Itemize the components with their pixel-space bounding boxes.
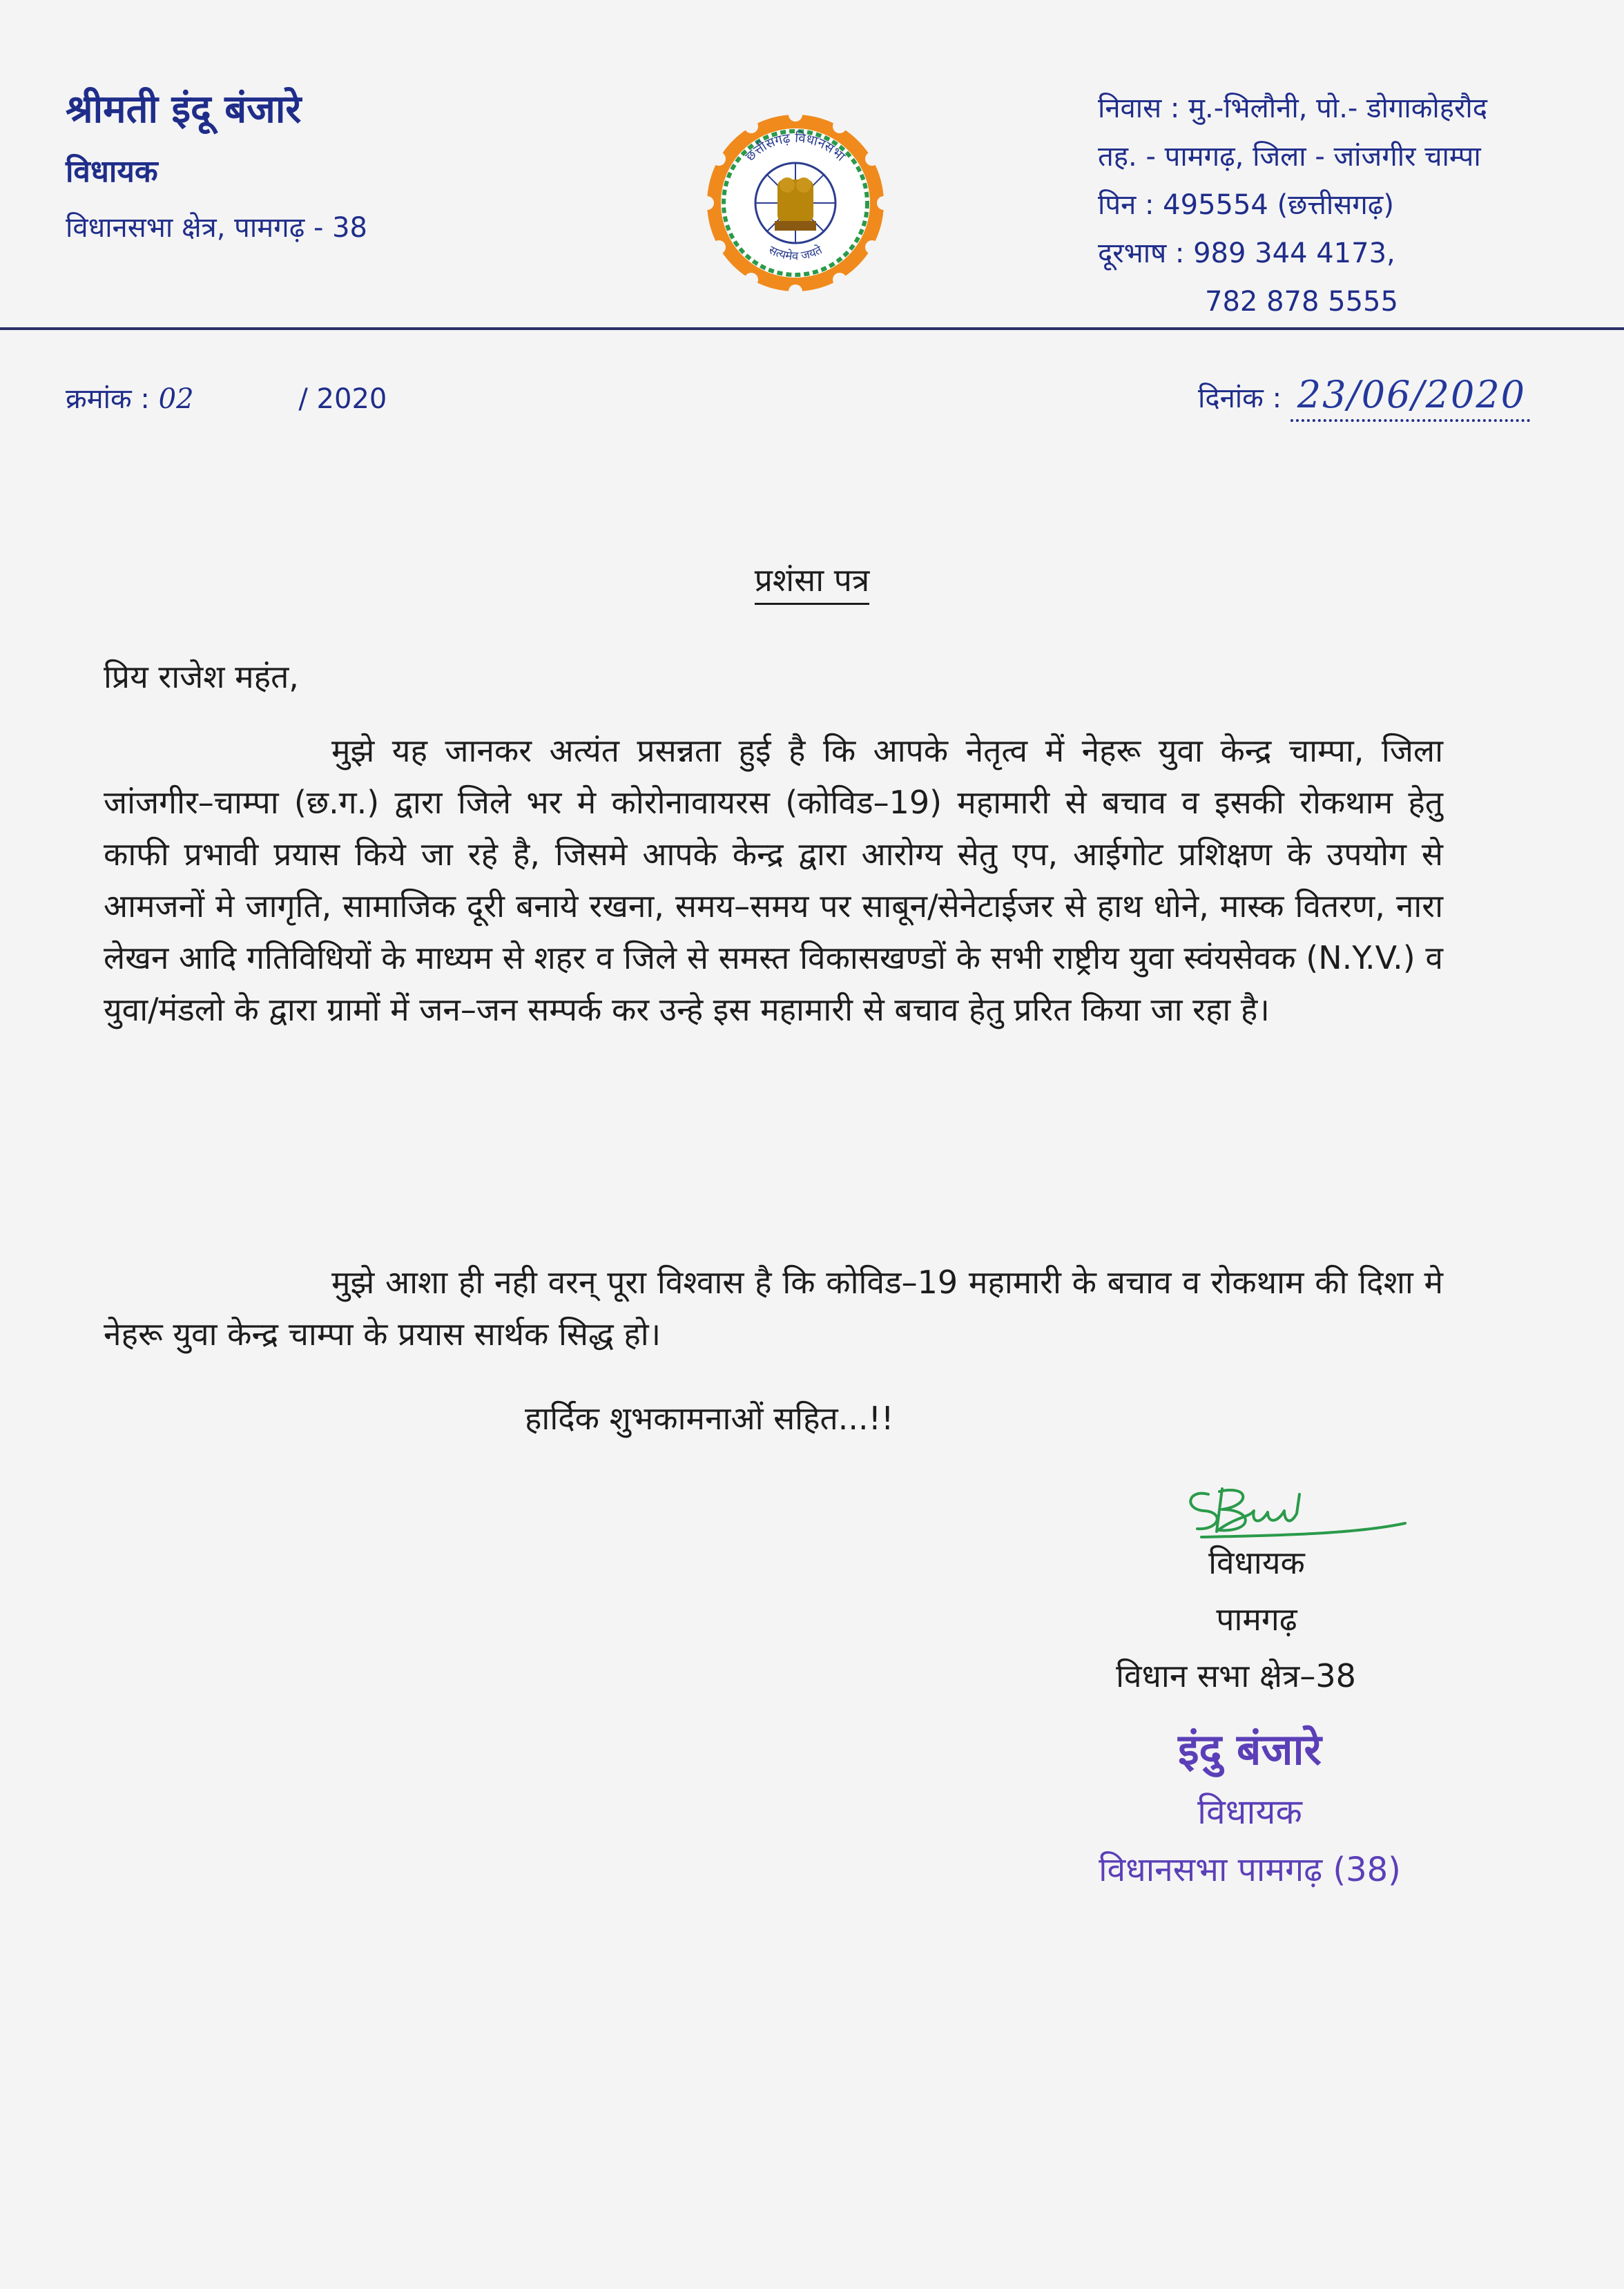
address-line: दूरभाष : 989 344 4173, [1098,238,1395,269]
official-stamp [1056,1719,1443,1891]
date-handwritten-value: 23/06/2020 [1290,373,1530,422]
address-line: निवास : मु.-भिलौनी, पो.- डोगाकोहरौद [1098,93,1487,124]
emblem-bottom-text: सत्यमेव जयते [766,243,825,264]
letterhead-left [66,81,367,245]
stamp-name: इंदु बंजारे [1178,1724,1322,1775]
sender-name: श्रीमती इंदू बंजारे [66,87,302,132]
phone-2: 782 878 5555 [1205,286,1398,318]
reference-number [66,378,387,416]
letter-heading [0,558,1624,601]
body-paragraph-1: मुझे यह जानकर अत्यंत प्रसन्नता हुई है कि आपके नेतृत्व में नेहरू युवा केन्द्र चाम्पा, जिला जांजगीर–चाम्पा (छ.ग.) द्वारा जिले भर मे कोरोनावायरस (कोविड–19) महामारी से बचाव व इसकी रोकथाम हेतु काफी प्रभावी प्रयास किये जा रहे है, जिसमे आपके केन्द्र द्वारा आरोग्य सेतु एप, आईगोट प्रशिक्षण के उपयोग से आमजनों मे जागृति, सामाजिक दूरी बनाये रखना, समय–समय पर साबून/सेनेटाईजर से हाथ धोने, मास्क वितरण, नारा लेखन आदि गतिविधियों के माध्यम से शहर व जिले से समस्त विकासखण्डों के सभी राष्ट्रीय युवा स्वंयसेवक (N.Y.V.) व युवा/मंडलो के द्वारा ग्रामों में जन–जन सम्पर्क कर उन्हे इस महामारी से बचाव हेतु प्ररित किया जा रहा है। [104,732,1443,1028]
stamp-constituency: विधानसभा पामगढ़ (38) [1099,1851,1401,1889]
emblem-top-text: छत्तीसगढ़ विधानसभा [742,130,849,164]
reference-label: क्रमांक : [66,383,150,415]
letterhead-divider [0,327,1624,330]
letterhead-address [1098,84,1595,326]
sender-constituency: विधानसभा क्षेत्र, पामगढ़ - 38 [66,212,367,244]
body-paragraph-2: मुझे आशा ही नही वरन् पूरा विश्वास है कि कोविड–19 महामारी के बचाव व रोकथाम की दिशा मे नेहरू युवा केन्द्र चाम्पा के प्रयास सार्थक सिद्ध हो। [104,1264,1443,1353]
reference-year: / 2020 [298,383,387,415]
assembly-emblem-icon [700,108,891,298]
stamp-role: विधायक [1197,1792,1302,1832]
reference-handwritten-number: 02 [158,383,194,415]
salutation: प्रिय राजेश महंत, [104,658,299,695]
closing-wishes: हार्दिक शुभकामनाओं सहित...!! [525,1400,894,1437]
address-line: पिन : 495554 (छत्तीसगढ़) [1098,189,1394,221]
signatory-block [1063,1534,1409,1704]
signatory-constituency: विधान सभा क्षेत्र–38 [1116,1657,1356,1694]
sender-role: विधायक [66,154,158,189]
signatory-title: विधायक [1208,1544,1305,1581]
signatory-place: पामगढ़ [1216,1601,1297,1638]
letter-date [1198,373,1530,422]
heading-text: प्रशंसा पत्र [755,561,870,605]
date-label: दिनांक : [1198,383,1282,414]
address-line: तह. - पामगढ़, जिला - जांजगीर चाम्पा [1098,141,1481,173]
